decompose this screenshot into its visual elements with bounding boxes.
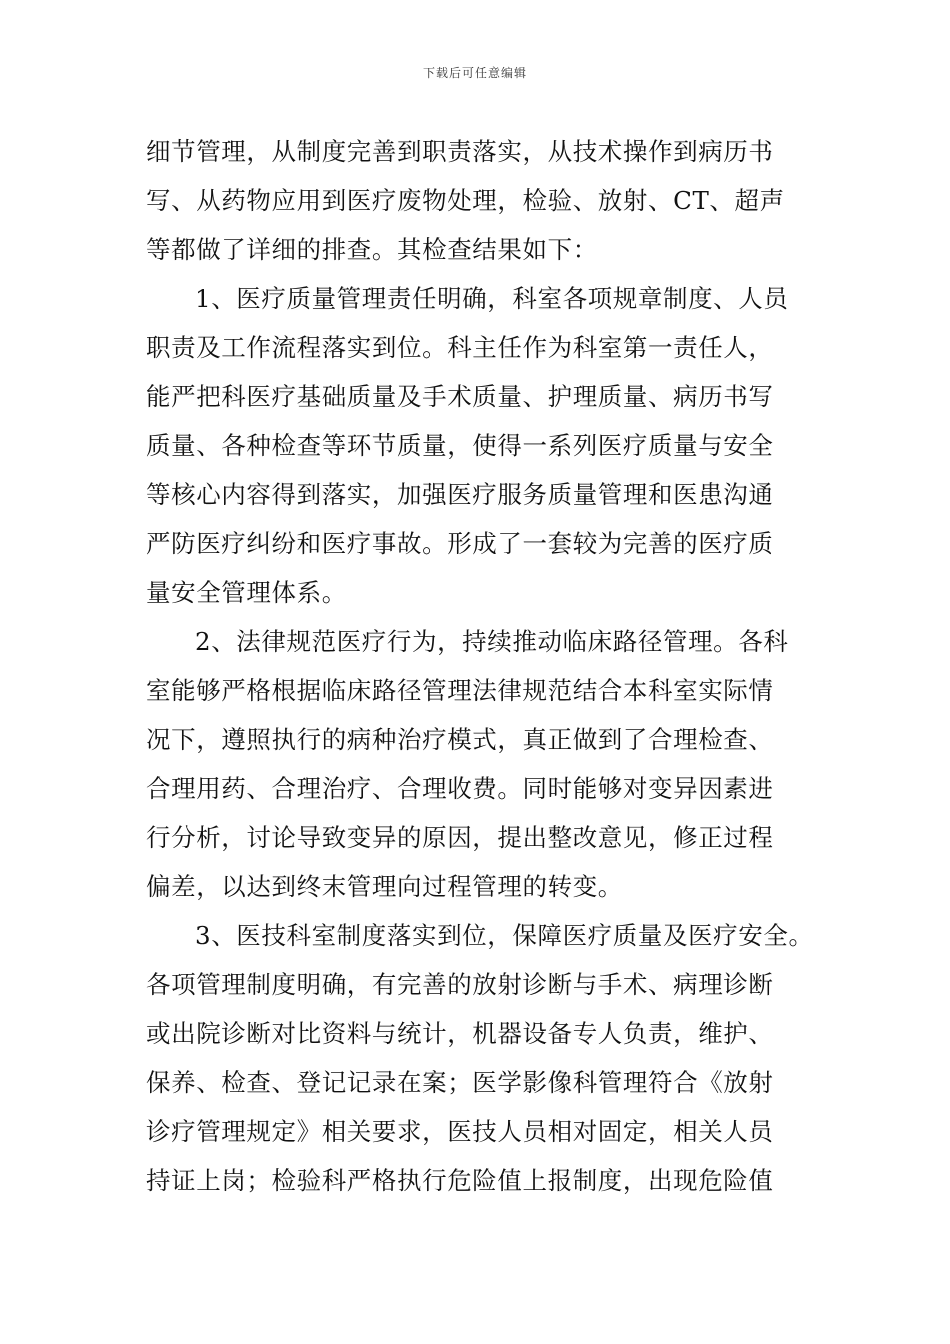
- paragraph-2-first-line: 2、法律规范医疗行为，持续推动临床路径管理。各科: [195, 627, 789, 656]
- text-line-2: 写、从药物应用到医疗废物处理，检验、放射、CT、超声: [146, 186, 785, 215]
- text-line-15: 行分析，讨论导致变异的原因，提出整改意见，修正过程: [146, 823, 774, 852]
- text-line-16: 偏差，以达到终末管理向过程管理的转变。: [146, 872, 623, 901]
- page-header: 下载后可任意编辑: [422, 66, 527, 80]
- text-line-19: 或出院诊断对比资料与统计，机器设备专人负责，维护、: [146, 1019, 774, 1048]
- text-line-12: 室能够严格根据临床路径管理法律规范结合本科室实际情: [146, 676, 774, 705]
- text-line-9: 严防医疗纠纷和医疗事故。形成了一套较为完善的医疗质: [146, 529, 774, 558]
- text-line-13: 况下，遵照执行的病种治疗模式，真正做到了合理检查、: [146, 725, 774, 754]
- text-line-3: 等都做了详细的排查。其检查结果如下：: [146, 235, 598, 264]
- text-line-18: 各项管理制度明确，有完善的放射诊断与手术、病理诊断: [146, 970, 774, 999]
- text-line-7: 质量、各种检查等环节质量，使得一系列医疗质量与安全: [146, 431, 774, 460]
- document-body: [146, 127, 814, 1205]
- text-line-10: 量安全管理体系。: [146, 578, 347, 607]
- paragraph-1-first-line: 1、医疗质量管理责任明确，科室各项规章制度、人员: [195, 284, 789, 313]
- text-line-1: 细节管理，从制度完善到职责落实，从技术操作到病历书: [146, 137, 774, 166]
- text-line-20: 保养、检查、登记记录在案；医学影像科管理符合《放射: [146, 1068, 774, 1097]
- text-line-6: 能严把科医疗基础质量及手术质量、护理质量、病历书写: [146, 382, 774, 411]
- text-line-8: 等核心内容得到落实，加强医疗服务质量管理和医患沟通: [146, 480, 774, 509]
- text-line-21: 诊疗管理规定》相关要求，医技人员相对固定，相关人员: [146, 1117, 774, 1146]
- text-line-22: 持证上岗；检验科严格执行危险值上报制度，出现危险值: [146, 1166, 774, 1195]
- text-line-14: 合理用药、合理治疗、合理收费。同时能够对变异因素进: [146, 774, 774, 803]
- text-line-5: 职责及工作流程落实到位。科主任作为科室第一责任人，: [146, 333, 774, 362]
- paragraph-3-first-line: 3、医技科室制度落实到位，保障医疗质量及医疗安全。: [195, 921, 814, 950]
